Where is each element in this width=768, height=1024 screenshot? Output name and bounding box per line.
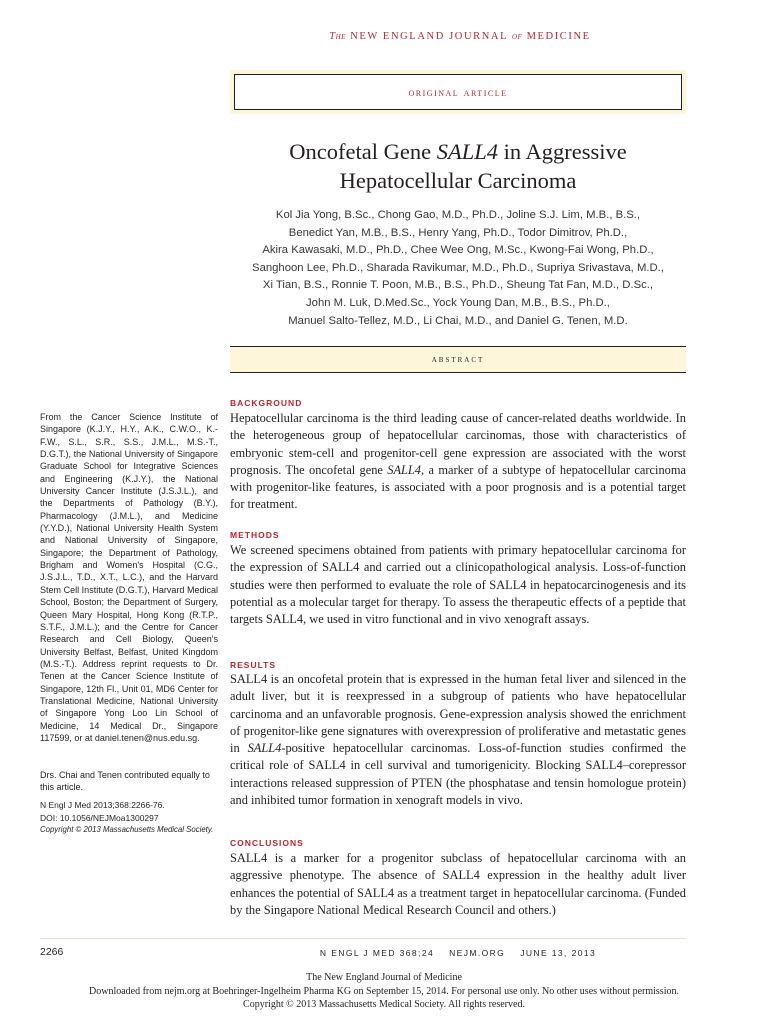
author-line: Kol Jia Yong, B.Sc., Chong Gao, M.D., Ph.D., Joline S.J. Lim, M.B., B.S., (275, 209, 641, 221)
methods-text: We screened specimens obtained from patients with primary hepatocellular carcinoma for the expression of SALL4 and carried out a clinicopathological analysis. Loss-of-function studies were then performed to evaluate the role of SALL4 in hepatocarcinogenesis and its potential as a molecular target for therapy. To assess the therapeutic effects of a peptide that targets SALL4, we used in vitro functional and in vivo xenograft assays. (230, 543, 686, 627)
journal-header-the: The (329, 31, 346, 42)
background-heading: BACKGROUND (230, 398, 303, 408)
title-part1: Oncofetal Gene (289, 139, 437, 164)
journal-header-of: of (511, 31, 523, 42)
author-line: Manuel Salto-Tellez, M.D., Li Chai, M.D., and Daniel G. Tenen, M.D. (288, 314, 628, 327)
article-type-box (230, 70, 686, 114)
journal-running-header (230, 31, 690, 42)
results-gene: SALL4 (247, 741, 282, 756)
background-text-b: , a marker of a subtype of hepatocellular carcinoma with progenitor-like features, is associated with a poor prognosis and is a potential target for treatment. (230, 462, 687, 512)
methods-heading: METHODS (230, 530, 280, 540)
results-heading: RESULTS (230, 660, 277, 670)
conclusions-text: SALL4 is a marker for a progenitor subclass of hepatocellular carcinoma with an aggressive phenotype. The absence of SALL4 expression in the healthy adult liver enhances the potential of SALL4 as a treatment target in hepatocellular carcinoma. (Funded by the Singapore National Medical Research Council and others.) (230, 851, 686, 917)
download-watermark-title: The New England Journal of Medicine (306, 972, 462, 983)
sidebar-affiliations: From the Cancer Science Institute of Singapore (K.J.Y., H.Y., A.K., C.W.O., K.-F.W., S.L., S.R., S.S., J.M.L., M.S.-T., D.G.T.), the National University of Singapore Graduate School for Integrative Sciences and Engineering (K.J.Y.), the National University Cancer Institute (J.S.J.L.), and the Departments of Pathology (B.Y.), Pharmacology (J.M.L.), and Medicine (Y.Y.D.), National University Health System and National University of Singapore, Singapore; the Department of Pathology, Brigham and Women's Hospital (C.G., J.S.J.L., T.D., X.T., L.C.), and the Harvard Stem Cell Institute (D.G.T.), Harvard Medical School, Boston; the Department of Surgery, Queen Mary Hospital, Hong Kong (R.T.P., S.T.F., J.M.L.); and the Centre for Cancer Research and Cell Biology, Queen's University Belfast, Belfast, United Kingdom (M.S.-T.). Address reprint requests to Dr. Tenen at the Cancer Science Institute of Singapore, 12th Fl., Unit 01, MD6 Center for Translational Medicine, National University of Singapore Yong Loo Lin School of Medicine, 14 Medical Dr., Singapore 117599, or at daniel.tenen@nus.edu.sg. (40, 412, 218, 743)
journal-header-medicine: MEDICINE (526, 31, 591, 42)
background-text (230, 410, 686, 514)
footer-divider (40, 938, 686, 939)
sidebar-contrib-note: Drs. Chai and Tenen contributed equally to this article. (40, 770, 210, 793)
background-gene: SALL4 (387, 462, 421, 477)
title-gene: SALL4 (436, 139, 498, 164)
journal-header-name: NEW ENGLAND JOURNAL (350, 31, 508, 42)
author-line: Akira Kawasaki, M.D., Ph.D., Chee Wee Ong, M.Sc., Kwong-Fai Wong, Ph.D., (262, 244, 654, 257)
results-text-a: SALL4 is an oncofetal protein that is expressed in the human fetal liver and silenced in the adult liver, but it is reexpressed in a subgroup of patients who have hepatocellular carcinoma and an unfavorable prognosis. Gene-expression analysis showed the enrichment of progenitor-like gene signatures with overexpression of proliferative and metastatic genes in (230, 672, 686, 756)
sidebar-citation: N Engl J Med 2013;368:2266-76. (40, 800, 165, 810)
results-text-b: -positive hepatocellular carcinomas. Loss-of-function studies confirmed the critical role of SALL4 in cell survival and tumorigenicity. Blocking SALL4–corepressor interactions released suppression of PTEN (the phosphatase and tensin homologue protein) and inhibited tumor formation in xenograft models in vivo. (230, 741, 686, 808)
article-title (230, 137, 686, 195)
page-number: 2266 (40, 946, 64, 958)
title-line2: Hepatocellular Carcinoma (339, 168, 577, 193)
article-type-label: original article (234, 74, 682, 110)
sidebar-doi: DOI: 10.1056/NEJMoa1300297 (40, 812, 159, 823)
background-text-a: Hepatocellular carcinoma is the third leading cause of cancer-related deaths worldwide. In the heterogeneous group of hepatocellular carcinomas, those with characteristics of embryonic stem-cell and progenitor-cell gene expression are associated with the worst prognosis. The oncofetal gene (230, 411, 686, 477)
author-line: John M. Luk, D.Med.Sc., Yock Young Dan, M.B., B.S., Ph.D., (306, 296, 610, 309)
conclusions-heading: CONCLUSIONS (230, 838, 304, 848)
sidebar-copyright: Copyright © 2013 Massachusetts Medical Society. (40, 825, 214, 834)
author-line: Benedict Yan, M.B., B.S., Henry Yang, Ph.D., Todor Dimitrov, Ph.D., (288, 226, 628, 239)
title-part2: in Aggressive (497, 139, 627, 164)
sidebar-citation-block (40, 799, 218, 824)
author-line: Xi Tian, B.S., Ronnie T. Poon, M.B., B.S., Ph.D., Sheung Tat Fan, M.D., D.Sc., (262, 279, 654, 292)
download-watermark-copyright: Copyright © 2013 Massachusetts Medical Society. All rights reserved. (243, 999, 525, 1010)
abstract-banner: abstract (230, 346, 686, 373)
footer-journal-line: N ENGL J MED 368;24 NEJM.ORG JUNE 13, 2013 (319, 948, 597, 958)
results-text (230, 671, 686, 809)
author-line: Sanghoon Lee, Ph.D., Sharada Ravikumar, M.D., Ph.D., Supriya Srivastava, M.D., (252, 261, 664, 274)
download-watermark-notice: Downloaded from nejm.org at Boehringer-Ingelheim Pharma KG on September 15, 2014. For personal use only. No other uses without permission. (89, 986, 679, 997)
author-list (230, 207, 686, 330)
